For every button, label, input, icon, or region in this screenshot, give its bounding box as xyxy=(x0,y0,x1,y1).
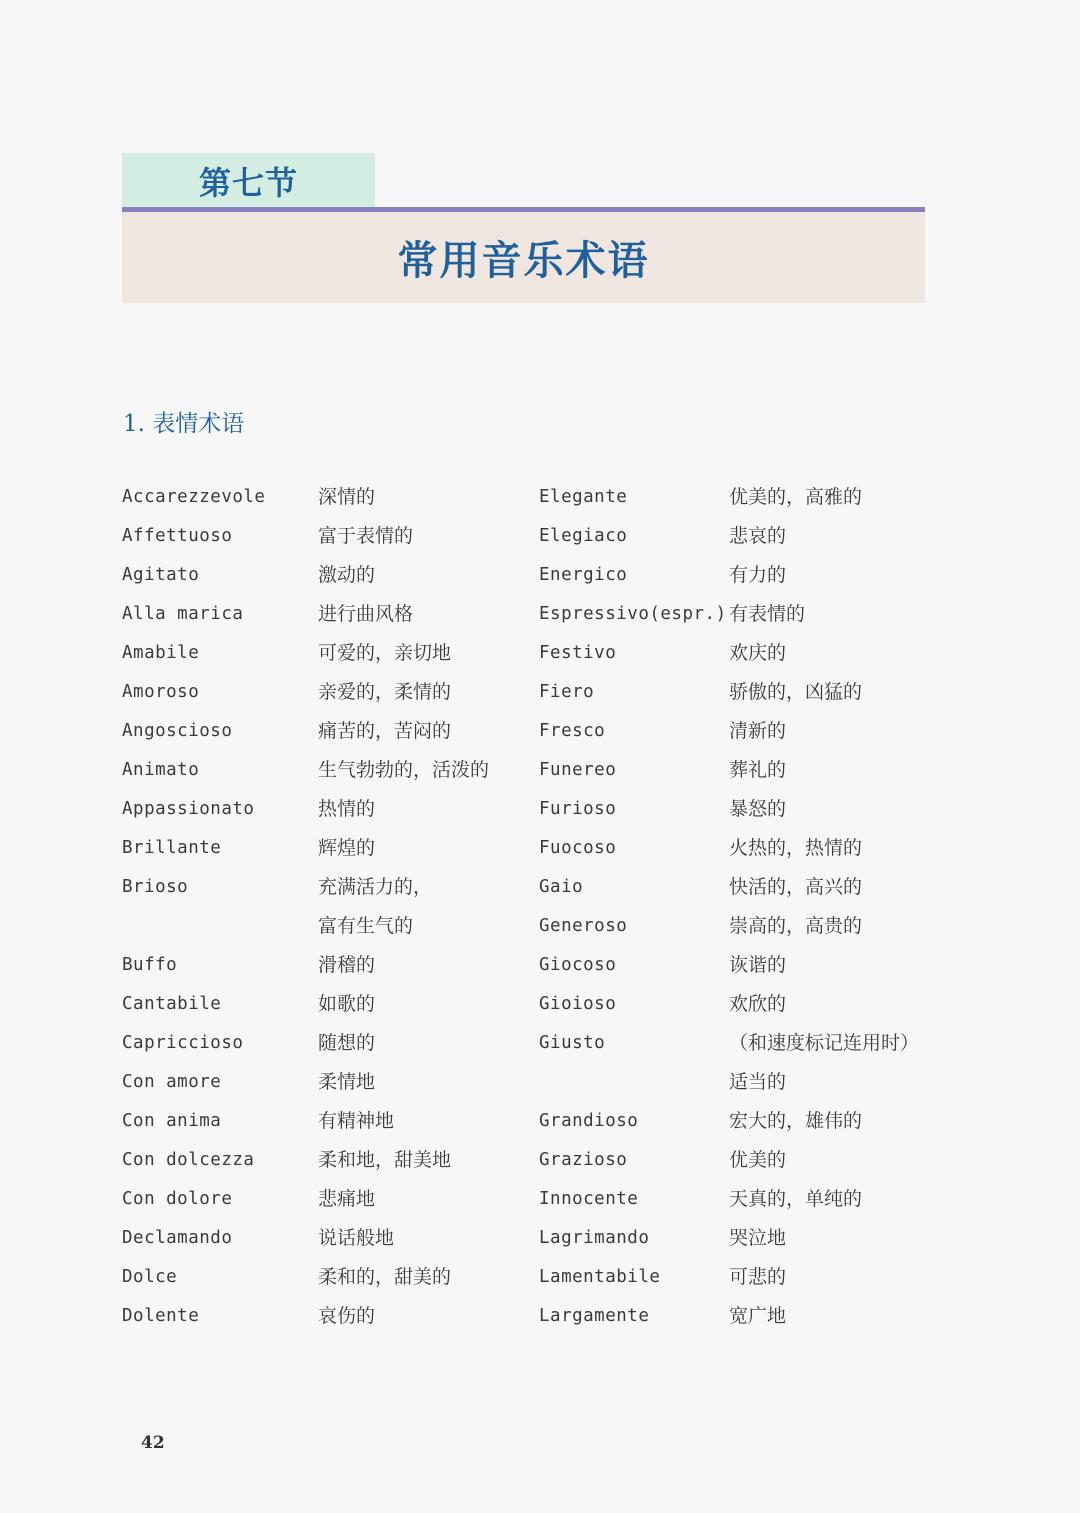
term-row xyxy=(122,1297,942,1336)
chinese-meaning: 哭泣地 xyxy=(729,1227,787,1249)
italian-term: Angoscioso xyxy=(122,721,233,741)
chinese-meaning: 哀伤的 xyxy=(318,1305,376,1327)
chinese-meaning: 天真的，单纯的 xyxy=(729,1188,863,1210)
chinese-meaning: 悲痛地 xyxy=(318,1188,376,1210)
chinese-meaning: 说话般地 xyxy=(318,1227,395,1249)
term-row xyxy=(122,1141,942,1180)
italian-term: Con anima xyxy=(122,1111,222,1131)
title-band xyxy=(122,212,925,303)
term-row xyxy=(122,1024,942,1063)
italian-term: Amabile xyxy=(122,643,200,663)
term-row xyxy=(122,868,942,907)
italian-term: Fuocoso xyxy=(539,838,617,858)
chinese-meaning: 宏大的，雄伟的 xyxy=(729,1110,863,1132)
italian-term: Appassionato xyxy=(122,799,255,819)
term-row xyxy=(122,1180,942,1219)
italian-term: Giocoso xyxy=(539,955,617,975)
italian-term: Espressivo(espr.) xyxy=(539,604,727,624)
term-row xyxy=(122,595,942,634)
subheading: 1. 表情术语 xyxy=(123,411,245,437)
chinese-meaning: 进行曲风格 xyxy=(318,603,414,625)
chinese-meaning: 亲爱的，柔情的 xyxy=(318,681,452,703)
italian-term: Lagrimando xyxy=(539,1228,650,1248)
chinese-meaning: 葬礼的 xyxy=(729,759,787,781)
italian-term: Con dolore xyxy=(122,1189,233,1209)
term-row xyxy=(122,1219,942,1258)
italian-term: Innocente xyxy=(539,1189,639,1209)
chinese-meaning: 崇高的，高贵的 xyxy=(729,915,863,937)
italian-term: Fresco xyxy=(539,721,606,741)
term-row xyxy=(122,712,942,751)
italian-term: Amoroso xyxy=(122,682,200,702)
italian-term: Funereo xyxy=(539,760,617,780)
term-row xyxy=(122,946,942,985)
term-row xyxy=(122,985,942,1024)
chinese-meaning: 优美的，高雅的 xyxy=(729,486,863,508)
term-row xyxy=(122,634,942,673)
italian-term: Brillante xyxy=(122,838,222,858)
term-row xyxy=(122,751,942,790)
chinese-meaning: 火热的，热情的 xyxy=(729,837,863,859)
italian-term: Animato xyxy=(122,760,200,780)
italian-term: Alla marica xyxy=(122,604,244,624)
chinese-meaning: 宽广地 xyxy=(729,1305,787,1327)
chinese-meaning: 有精神地 xyxy=(318,1110,395,1132)
italian-term: Dolente xyxy=(122,1306,200,1326)
italian-term: Generoso xyxy=(539,916,628,936)
italian-term: Buffo xyxy=(122,955,178,975)
term-row xyxy=(122,478,942,517)
chinese-meaning: 欢欣的 xyxy=(729,993,787,1015)
chinese-meaning: 适当的 xyxy=(729,1071,787,1093)
italian-term: Affettuoso xyxy=(122,526,233,546)
chinese-meaning: 柔情地 xyxy=(318,1071,376,1093)
chinese-meaning: 柔和的，甜美的 xyxy=(318,1266,452,1288)
chinese-meaning: 柔和地，甜美地 xyxy=(318,1149,452,1171)
term-row xyxy=(122,1258,942,1297)
chinese-meaning: 可悲的 xyxy=(729,1266,787,1288)
chinese-meaning: 充满活力的， xyxy=(318,876,433,898)
chinese-meaning: 激动的 xyxy=(318,564,376,586)
italian-term: Accarezzevole xyxy=(122,487,266,507)
italian-term: Fiero xyxy=(539,682,595,702)
italian-term: Furioso xyxy=(539,799,617,819)
italian-term: Agitato xyxy=(122,565,200,585)
italian-term: Gaio xyxy=(539,877,584,897)
chinese-meaning: 滑稽的 xyxy=(318,954,376,976)
italian-term: Grandioso xyxy=(539,1111,639,1131)
italian-term: Energico xyxy=(539,565,628,585)
chinese-meaning: 富于表情的 xyxy=(318,525,414,547)
term-row xyxy=(122,517,942,556)
chinese-meaning: 诙谐的 xyxy=(729,954,787,976)
italian-term: Capriccioso xyxy=(122,1033,244,1053)
chinese-meaning: 快活的，高兴的 xyxy=(729,876,863,898)
chinese-meaning: 如歌的 xyxy=(318,993,376,1015)
section-label: 第七节 xyxy=(198,164,298,202)
chinese-meaning: 悲哀的 xyxy=(729,525,787,547)
italian-term: Gioioso xyxy=(539,994,617,1014)
chinese-meaning: 欢庆的 xyxy=(729,642,787,664)
chinese-meaning: 辉煌的 xyxy=(318,837,376,859)
term-row xyxy=(122,829,942,868)
chinese-meaning: 有力的 xyxy=(729,564,787,586)
chinese-meaning: （和速度标记连用时） xyxy=(729,1032,920,1054)
chinese-meaning: 深情的 xyxy=(318,486,376,508)
page-number: 42 xyxy=(141,1433,165,1453)
chinese-meaning: 骄傲的，凶猛的 xyxy=(729,681,863,703)
chinese-meaning: 富有生气的 xyxy=(318,915,414,937)
chinese-meaning: 随想的 xyxy=(318,1032,376,1054)
italian-term: Elegiaco xyxy=(539,526,628,546)
term-row xyxy=(122,673,942,712)
italian-term: Giusto xyxy=(539,1033,606,1053)
italian-term: Brioso xyxy=(122,877,189,897)
italian-term: Grazioso xyxy=(539,1150,628,1170)
italian-term: Declamando xyxy=(122,1228,233,1248)
chinese-meaning: 热情的 xyxy=(318,798,376,820)
italian-term: Con amore xyxy=(122,1072,222,1092)
chinese-meaning: 生气勃勃的，活泼的 xyxy=(318,759,490,781)
chinese-meaning: 有表情的 xyxy=(729,603,806,625)
italian-term: Festivo xyxy=(539,643,617,663)
term-row xyxy=(122,1102,942,1141)
chinese-meaning: 痛苦的，苦闷的 xyxy=(318,720,452,742)
chinese-meaning: 清新的 xyxy=(729,720,787,742)
page-title: 常用音乐术语 xyxy=(397,238,650,284)
term-row xyxy=(122,556,942,595)
chinese-meaning: 可爱的，亲切地 xyxy=(318,642,452,664)
italian-term: Elegante xyxy=(539,487,628,507)
section-label-box xyxy=(122,153,375,209)
italian-term: Con dolcezza xyxy=(122,1150,255,1170)
term-row xyxy=(122,790,942,829)
term-row xyxy=(122,907,942,946)
italian-term: Lamentabile xyxy=(539,1267,661,1287)
term-row xyxy=(122,1063,942,1102)
italian-term: Largamente xyxy=(539,1306,650,1326)
italian-term: Cantabile xyxy=(122,994,222,1014)
terms-table xyxy=(122,478,942,1336)
chinese-meaning: 优美的 xyxy=(729,1149,787,1171)
chinese-meaning: 暴怒的 xyxy=(729,798,787,820)
italian-term: Dolce xyxy=(122,1267,178,1287)
